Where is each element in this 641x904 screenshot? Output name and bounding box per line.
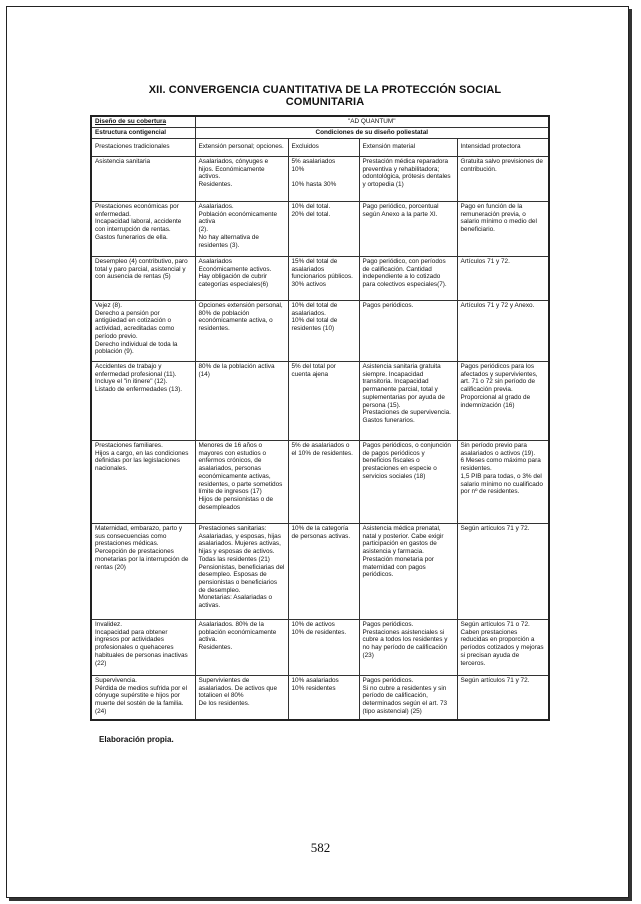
table-cell: Sin período previo para asalariados o activos (19). 6 Meses como máximo para residentes. 1,5 PIB para todas, o 3% del salario mínimo no cualificado por nº de residentes. (457, 441, 549, 524)
table-row (91, 524, 549, 620)
table-cell: 10% asalariados 10% residentes (288, 676, 359, 720)
table-cell: Pagos periódicos para los afectados y supervivientes, art. 71 o 72 sin período de calificación previa. Proporcional al grado de indemnización (16) (457, 362, 549, 441)
column-header: Extensión material (359, 139, 457, 157)
title-line-1: XII. CONVERGENCIA CUANTITATIVA DE LA PROTECCIÓN SOCIAL (148, 84, 502, 96)
table-cell: Pagos periódicos. Si no cubre a residentes y sin período de calificación, determinados según el art. 73 (tipo asistencial) (25) (359, 676, 457, 720)
table-cell: Invalidez. Incapacidad para obtener ingresos por actividades profesionales o quehaceres habituales de personas inactivas (22) (91, 620, 195, 676)
header-row-1 (91, 116, 549, 128)
table-cell: Gratuita salvo previsiones de contribución. (457, 157, 549, 202)
table-cell: 5% de asalariados o el 10% de residentes. (288, 441, 359, 524)
table-cell: Vejez (8). Derecho a pensión por antigüedad en cotización o actividad, acreditadas como período previo. Derecho individual de toda la población (9). (91, 301, 195, 362)
table-cell: Asalariados, cónyuges e hijos. Económicamente activos. Residentes. (195, 157, 288, 202)
table-cell: Pago en función de la remuneración previa, o salario mínimo o medio del beneficiario. (457, 202, 549, 257)
table-cell: Asistencia sanitaria gratuita siempre. Incapacidad transitoria. Incapacidad permanente parcial, total y suplementarias por ayuda de persona (15). Prestaciones de supervivencia. Gastos funerarios. (359, 362, 457, 441)
table-cell: Asistencia sanitaria (91, 157, 195, 202)
table-row (91, 676, 549, 720)
table-cell: Asalariados. 80% de la población económicamente activa. Residentes. (195, 620, 288, 676)
table-cell: Pago periódico, con períodos de calificación. Cantidad independiente a lo cotizado para colectivos especiales(7). (359, 257, 457, 301)
convergence-table (90, 115, 550, 721)
table-cell: Prestaciones sanitarias: Asalariadas, y esposas, hijas asalariados. Mujeres activas, hijas y esposas de activos. Todas las residentes (21) Pensionistas, beneficiarias del desempleo. Esposas de pensionistas o beneficiarios de desempleo. Monetarias: Asalariadas o activas. (195, 524, 288, 620)
table-cell: Artículos 71 y 72. (457, 257, 549, 301)
table-cell: Menores de 16 años o mayores con estudios o enfermos crónicos, de asalariados, personas económicamente activas, residentes, o parte sometidos límite de ingresos (17) Hijos de pensionistas o de desempleados (195, 441, 288, 524)
table-cell: Según artículos 71 y 72. (457, 524, 549, 620)
page-number: 582 (310, 840, 331, 855)
header-coverage-design: Diseño de su cobertura (91, 116, 195, 128)
table-cell: Prestaciones económicas por enfermedad. Incapacidad laboral, accidente con interrupción de rentas. Gastos funerarios de ella. (91, 202, 195, 257)
table-cell: 80% de la población activa (14) (195, 362, 288, 441)
table-row (91, 202, 549, 257)
table-cell: Artículos 71 y 72 y Anexo. (457, 301, 549, 362)
table-cell: 10% de la categoría de personas activas. (288, 524, 359, 620)
table-cell: Supervivencia. Pérdida de medios sufrida por el cónyuge supérstite e hijos por muerte del sostén de la familia. (24) (91, 676, 195, 720)
title-line-2: COMUNITARIA (285, 96, 365, 108)
column-header: Intensidad protectora (457, 139, 549, 157)
table-cell: 5% del total por cuenta ajena (288, 362, 359, 441)
table-cell: 5% asalariados 10% 10% hasta 30% (288, 157, 359, 202)
table-row (91, 441, 549, 524)
column-header: Extensión personal; opciones. (195, 139, 288, 157)
column-header: Prestaciones tradicionales (91, 139, 195, 157)
table-cell: Opciones extensión personal, 80% de población económicamente activa, o residentes. (195, 301, 288, 362)
table-cell: Pagos periódicos. (359, 301, 457, 362)
table-cell: Supervivientes de asalariados. De activos que totalicen el 80% De los residentes. (195, 676, 288, 720)
header-contingency-structure: Estructura contigencial (91, 128, 195, 139)
table-cell: Desempleo (4) contributivo, paro total y paro parcial, asistencial y con ausencia de rentas (5) (91, 257, 195, 301)
column-header-row (91, 139, 549, 157)
document-title (90, 84, 560, 108)
table-cell: 10% del total. 20% del total. (288, 202, 359, 257)
column-header: Excluidos (288, 139, 359, 157)
table-row (91, 362, 549, 441)
table-cell: Asalariados. Población económicamente activa (2). No hay alternativa de residentes (3). (195, 202, 288, 257)
header-row-2 (91, 128, 549, 139)
source-note: Elaboración propia. (99, 735, 174, 744)
table-cell: Según artículos 71 o 72. Caben prestaciones reducidas en proporción a períodos cotizados y mejoras si precisan ayuda de terceros. (457, 620, 549, 676)
table-cell: Asalariados Económicamente activos. Hay obligación de cubrir categorías especiales(6) (195, 257, 288, 301)
table-cell: Asistencia médica prenatal, natal y posterior. Cabe exigir participación en gastos de asistencia y farmacia. Prestación monetaria por maternidad con pagos periódicos. (359, 524, 457, 620)
table-cell: Maternidad, embarazo, parto y sus consecuencias como prestaciones médicas. Percepción de prestaciones monetarias por la interrupción de rentas (20) (91, 524, 195, 620)
table-row (91, 301, 549, 362)
table-row (91, 157, 549, 202)
table-cell: Prestaciones familiares. Hijos a cargo, en las condiciones definidas por las legislaciones nacionales. (91, 441, 195, 524)
table-cell: 10% del total de asalariados. 10% del total de residentes (10) (288, 301, 359, 362)
table-cell: Pago periódico, porcentual según Anexo a la parte XI. (359, 202, 457, 257)
table-row (91, 257, 549, 301)
table-cell: Pagos periódicos, o conjunción de pagos periódicos y beneficios fiscales o prestaciones en especie o servicios sociales (18) (359, 441, 457, 524)
table-row (91, 620, 549, 676)
table-cell: 10% de activos 10% de residentes. (288, 620, 359, 676)
table-cell: Prestación médica reparadora preventiva y rehabilitadora; odontológica, prótesis dentales y ortopedia (1) (359, 157, 457, 202)
table-cell: 15% del total de asalariados funcionarios públicos. 30% activos (288, 257, 359, 301)
table-cell: Accidentes de trabajo y enfermedad profesional (11). Incluye el "in itinere" (12). Listado de enfermedades (13). (91, 362, 195, 441)
header-ad-quantum: "AD QUANTUM" (195, 116, 549, 128)
table-cell: Pagos periódicos. Prestaciones asistenciales si cubre a todos los residentes y no hay período de calificación (23) (359, 620, 457, 676)
header-design-conditions: Condiciones de su diseño poliestatal (195, 128, 549, 139)
table-cell: Según artículos 71 y 72. (457, 676, 549, 720)
